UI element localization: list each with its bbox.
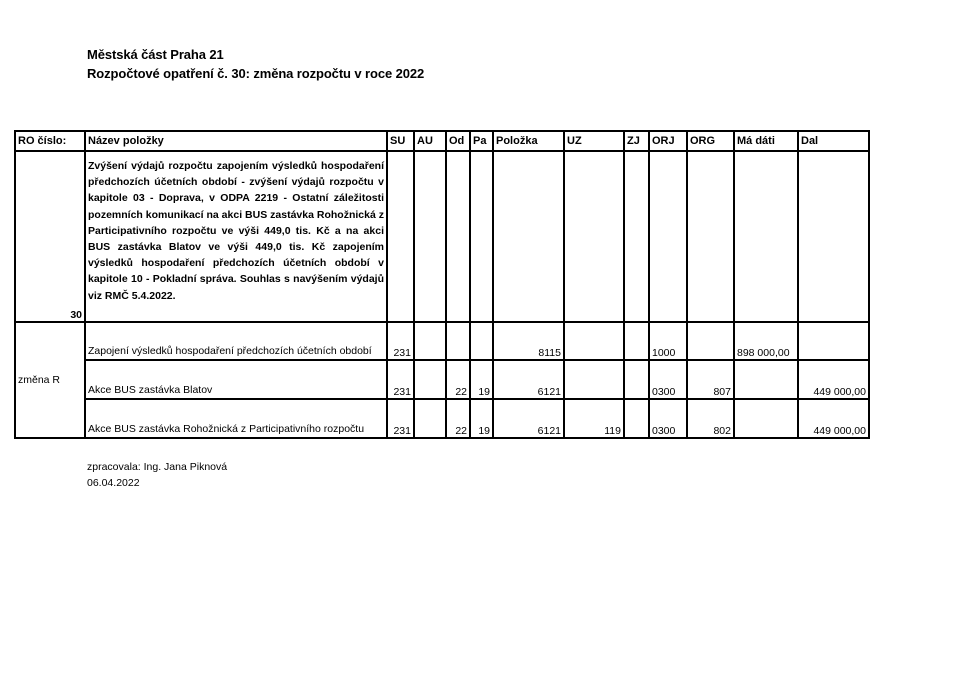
empty-cell	[649, 151, 687, 322]
description-row	[15, 151, 869, 322]
empty-cell	[798, 151, 869, 322]
row-su: 231	[387, 360, 414, 399]
empty-cell	[734, 151, 798, 322]
row-od	[446, 322, 470, 360]
row-ma-dati	[734, 360, 798, 399]
row-pa: 19	[470, 360, 493, 399]
col-dal: Dal	[798, 131, 869, 151]
table-row	[15, 399, 869, 438]
row-ma-dati	[734, 399, 798, 438]
ro-number: 30	[15, 151, 85, 322]
col-ro-cislo: RO číslo:	[15, 131, 85, 151]
row-orj: 0300	[649, 399, 687, 438]
row-polozka: 6121	[493, 399, 564, 438]
empty-cell	[387, 151, 414, 322]
row-su: 231	[387, 399, 414, 438]
col-nazev-polozky: Název položky	[85, 131, 387, 151]
prepared-by: zpracovala: Ing. Jana Piknová	[87, 461, 228, 473]
row-nazev: Zapojení výsledků hospodaření předchozích účetních období	[85, 322, 387, 360]
empty-cell	[414, 151, 446, 322]
col-su: SU	[387, 131, 414, 151]
row-zj	[624, 322, 649, 360]
row-org	[687, 322, 734, 360]
row-ma-dati: 898 000,00	[734, 322, 798, 360]
row-au	[414, 322, 446, 360]
row-od: 22	[446, 360, 470, 399]
table-row	[15, 360, 869, 399]
budget-table	[14, 130, 870, 439]
table-row	[15, 322, 869, 360]
row-org: 807	[687, 360, 734, 399]
empty-cell	[470, 151, 493, 322]
row-au	[414, 360, 446, 399]
row-dal: 449 000,00	[798, 360, 869, 399]
col-ma-dati: Má dáti	[734, 131, 798, 151]
row-au	[414, 399, 446, 438]
row-orj: 1000	[649, 322, 687, 360]
row-su: 231	[387, 322, 414, 360]
col-polozka: Položka	[493, 131, 564, 151]
row-dal	[798, 322, 869, 360]
col-pa: Pa	[470, 131, 493, 151]
col-uz: UZ	[564, 131, 624, 151]
row-uz: 119	[564, 399, 624, 438]
row-od: 22	[446, 399, 470, 438]
header-row	[15, 131, 869, 151]
col-od: Od	[446, 131, 470, 151]
row-nazev: Akce BUS zastávka Blatov	[85, 360, 387, 399]
col-orj: ORJ	[649, 131, 687, 151]
row-zj	[624, 360, 649, 399]
empty-cell	[493, 151, 564, 322]
col-org: ORG	[687, 131, 734, 151]
empty-cell	[446, 151, 470, 322]
row-orj: 0300	[649, 360, 687, 399]
empty-cell	[624, 151, 649, 322]
document-date: 06.04.2022	[87, 477, 140, 489]
row-pa	[470, 322, 493, 360]
document-subtitle: Rozpočtové opatření č. 30: změna rozpočtu v roce 2022	[87, 66, 425, 81]
description-text: Zvýšení výdajů rozpočtu zapojením výsledků hospodaření předchozích účetních období - zvýšení výdajů rozpočtu v kapitole 03 - Doprava, v ODPA 2219 - Ostatní záležitosti pozemních komunikací na akci BUS zastávka Rohožnická z Participativního rozpočtu ve výši 449,0 tis. Kč a na akci BUS zastávka Blatov ve výši 449,0 tis. Kč zapojením výsledků hospodaření předchozích účetních období v kapitole 10 - Pokladní správa. Souhlas s navýšením výdajů viz RMČ 5.4.2022.	[85, 151, 387, 322]
row-org: 802	[687, 399, 734, 438]
empty-cell	[564, 151, 624, 322]
change-label: změna R	[15, 322, 85, 438]
row-nazev: Akce BUS zastávka Rohožnická z Participativního rozpočtu	[85, 399, 387, 438]
row-pa: 19	[470, 399, 493, 438]
row-dal: 449 000,00	[798, 399, 869, 438]
document-title: Městská část Praha 21	[87, 47, 224, 62]
row-zj	[624, 399, 649, 438]
row-polozka: 6121	[493, 360, 564, 399]
col-zj: ZJ	[624, 131, 649, 151]
empty-cell	[687, 151, 734, 322]
row-uz	[564, 360, 624, 399]
col-au: AU	[414, 131, 446, 151]
row-polozka: 8115	[493, 322, 564, 360]
row-uz	[564, 322, 624, 360]
